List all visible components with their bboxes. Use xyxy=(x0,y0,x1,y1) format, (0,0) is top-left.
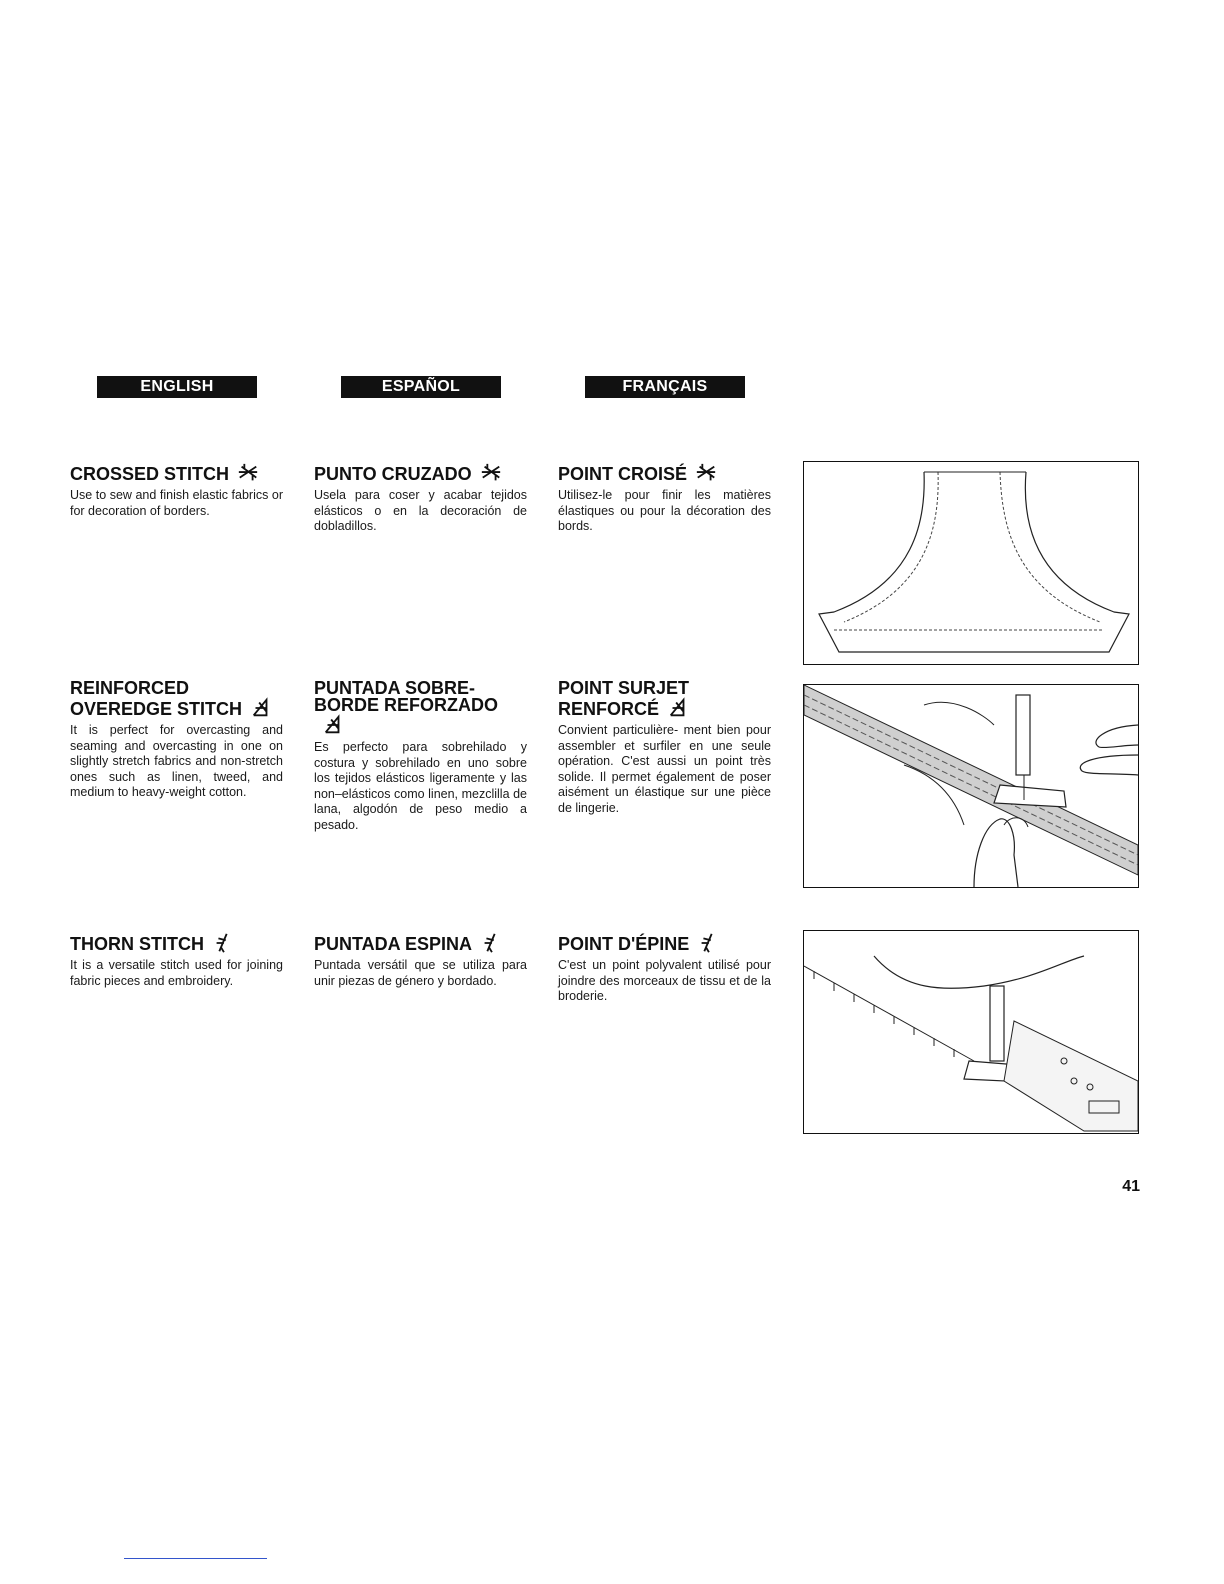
heading-line-1: REINFORCED xyxy=(70,678,190,698)
crossed-stitch-es xyxy=(314,462,527,535)
section-heading xyxy=(70,462,283,484)
language-tab-english: ENGLISH xyxy=(97,376,257,398)
section-body: Use to sew and finish elastic fabrics or for decoration of borders. xyxy=(70,488,283,518)
section-body: It is perfect for overcasting and seaming and overcasting in one on slightly stretch fabrics and non-stretch ones such as linen, tweed, and medium to heavy-weight cotton. xyxy=(70,723,283,799)
section-heading xyxy=(314,932,527,954)
page-number: 41 xyxy=(1122,1178,1140,1195)
heading-text: POINT CROISÉ xyxy=(558,464,688,484)
reinforced-overedge-es xyxy=(314,680,527,833)
section-heading xyxy=(70,680,283,719)
section-body: Puntada versátil que se utiliza para unir piezas de género y bordado. xyxy=(314,958,527,988)
heading-line-2: RENFORCÉ xyxy=(558,699,660,719)
crossed-stitch-illustration xyxy=(803,461,1139,665)
section-body: It is a versatile stitch used for joining fabric pieces and embroidery. xyxy=(70,958,283,988)
thorn-stitch-es xyxy=(314,932,527,989)
crossed-stitch-icon xyxy=(480,462,502,484)
heading-line-1: PUNTADA SOBRE- xyxy=(314,678,475,698)
language-tab-french: FRANÇAIS xyxy=(585,376,745,398)
heading-line-1: POINT SURJET xyxy=(558,678,690,698)
thorn-stitch-fr xyxy=(558,932,771,1005)
reinforced-overedge-stitch-icon xyxy=(667,697,689,719)
reinforced-overedge-fr xyxy=(558,680,771,816)
garment-hem-icon xyxy=(804,462,1138,664)
section-heading xyxy=(314,462,527,484)
section-body: C'est un point polyvalent utilisé pour joindre des morceaux de tissu et de la broderie. xyxy=(558,958,771,1003)
section-heading xyxy=(558,680,771,719)
heading-text: THORN STITCH xyxy=(70,934,204,954)
thorn-stitch-icon xyxy=(697,932,719,954)
crossed-stitch-fr xyxy=(558,462,771,535)
section-body: Convient particulière- ment bien pour assembler et surfiler en une seule opération. C'est aussi un point très solide. Il permet également de poser aisément un élastique sur une pièce de lingerie. xyxy=(558,723,771,815)
thorn-stitch-icon xyxy=(212,932,234,954)
heading-text: PUNTO CRUZADO xyxy=(314,464,472,484)
heading-line-2: OVEREDGE STITCH xyxy=(70,699,243,719)
section-body: Usela para coser y acabar tejidos elásticos o en la decoración de dobladillos. xyxy=(314,488,527,533)
section-heading xyxy=(558,462,771,484)
thorn-stitch-en xyxy=(70,932,283,989)
heading-text: POINT D'ÉPINE xyxy=(558,934,690,954)
section-heading xyxy=(314,680,527,736)
sewing-hands-icon xyxy=(804,685,1138,887)
section-heading xyxy=(70,932,283,954)
heading-text: CROSSED STITCH xyxy=(70,464,230,484)
reinforced-overedge-en xyxy=(70,680,283,801)
reinforced-overedge-stitch-icon xyxy=(322,714,344,736)
presser-foot-icon xyxy=(804,931,1138,1133)
section-body: Es perfecto para sobrehilado y costura y sobrehilado en uno sobre los tejidos elásticos ligeramente y las non–elásticos como linen, mezclilla de lana, algodón de peso medio a pesado. xyxy=(314,740,527,832)
footer-rule xyxy=(124,1558,267,1559)
reinforced-overedge-stitch-icon xyxy=(250,697,272,719)
thorn-stitch-illustration xyxy=(803,930,1139,1134)
reinforced-overedge-illustration xyxy=(803,684,1139,888)
section-heading xyxy=(558,932,771,954)
section-body: Utilisez-le pour finir les matières élastiques ou pour la décoration des bords. xyxy=(558,488,771,533)
heading-text: PUNTADA ESPINA xyxy=(314,934,473,954)
crossed-stitch-en xyxy=(70,462,283,519)
crossed-stitch-icon xyxy=(237,462,259,484)
language-tab-spanish: ESPAÑOL xyxy=(341,376,501,398)
thorn-stitch-icon xyxy=(480,932,502,954)
crossed-stitch-icon xyxy=(695,462,717,484)
heading-line-2: BORDE REFORZADO xyxy=(314,695,498,715)
